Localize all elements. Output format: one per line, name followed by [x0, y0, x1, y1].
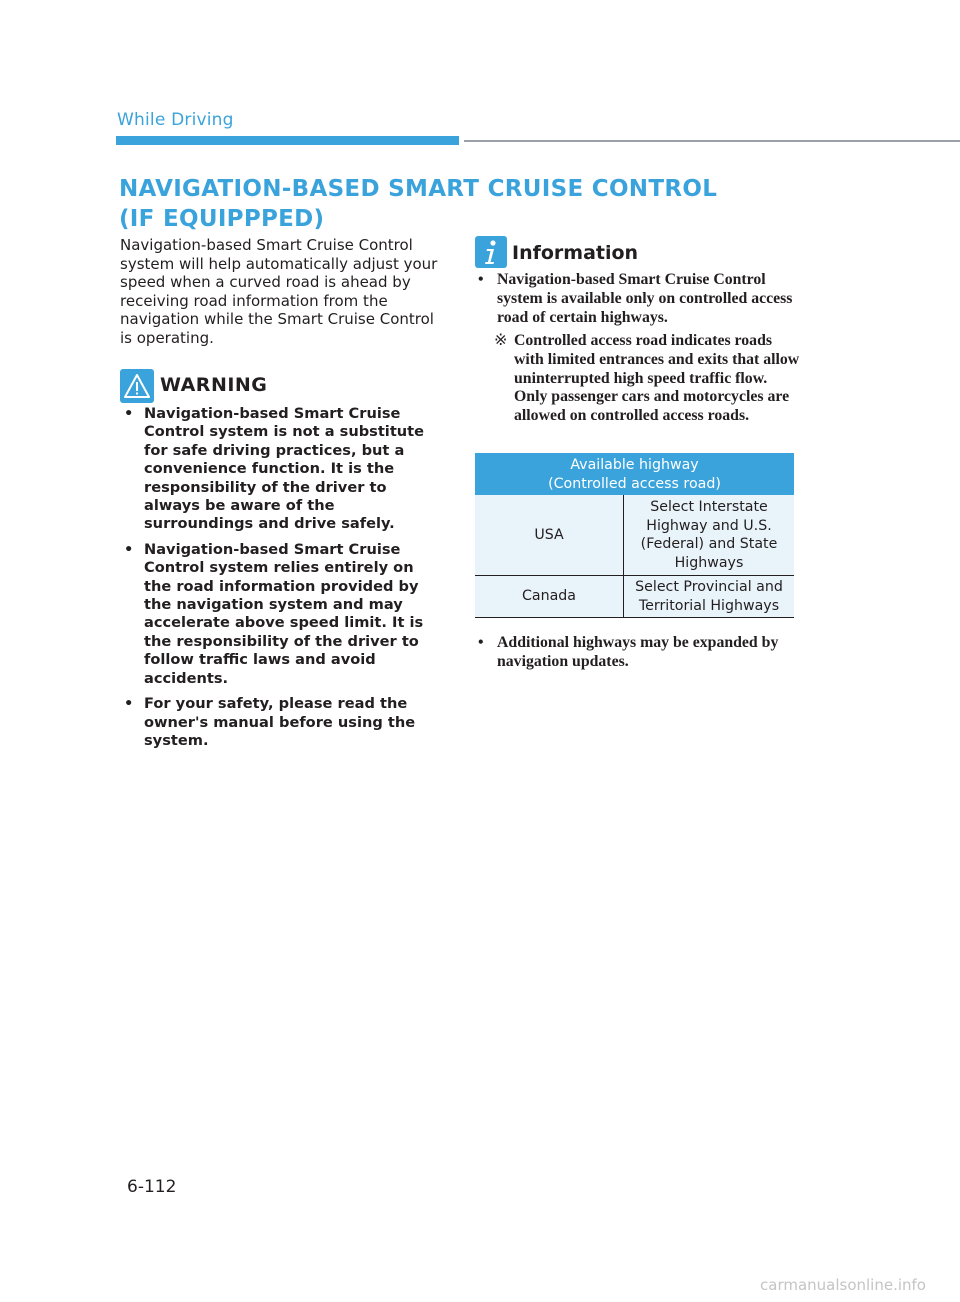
- information-title: Information: [512, 242, 639, 264]
- list-item: [475, 634, 800, 672]
- bullet: •: [478, 634, 484, 651]
- information-list-2: [475, 634, 800, 672]
- country-cell: USA: [475, 495, 624, 576]
- table-row: [475, 576, 794, 618]
- information-item-text: Additional highways may be expanded by navigation updates.: [497, 634, 779, 670]
- highways-cell: Select Interstate Highway and U.S. (Federal) and State Highways: [624, 495, 795, 576]
- warning-item-text: For your safety, please read the owner's manual before using the system.: [144, 695, 416, 749]
- page-title: [119, 174, 717, 234]
- bullet: •: [124, 540, 134, 558]
- header-rule: [464, 140, 960, 142]
- warning-item-text: Navigation-based Smart Cruise Control system is not a substitute for safe driving practices, but a convenience function. It is the responsibility of the driver to always be aware of the surroundings and drive safely.: [144, 405, 425, 533]
- page-number: 6-112: [127, 1177, 177, 1197]
- table-header-line2: (Controlled access road): [548, 475, 721, 492]
- list-item: [120, 405, 442, 534]
- warning-list: [120, 405, 442, 757]
- warning-header: [120, 369, 440, 403]
- warning-icon: [120, 369, 154, 403]
- bullet: •: [124, 695, 134, 713]
- watermark: carmanualsonline.info: [760, 1276, 926, 1294]
- bullet: •: [478, 271, 484, 288]
- information-list: [475, 271, 800, 327]
- country-cell: Canada: [475, 576, 624, 618]
- highways-cell: Select Provincial and Territorial Highways: [624, 576, 795, 618]
- warning-title: WARNING: [160, 374, 268, 396]
- information-item-text: Navigation-based Smart Cruise Control system is available only on controlled access road of certain highways.: [497, 271, 793, 326]
- list-item: [120, 695, 442, 750]
- header-rule-accent: [116, 136, 459, 145]
- warning-item-text: Navigation-based Smart Cruise Control system relies entirely on the road information provided by the navigation system and may accelerate above speed limit. It is the responsibility of the driver to follow traffic laws and avoid accidents.: [144, 540, 424, 687]
- information-header: [475, 236, 795, 270]
- table-row: [475, 495, 794, 576]
- table-header-line1: Available highway: [570, 457, 699, 473]
- bullet: •: [124, 405, 134, 422]
- information-note: [494, 332, 800, 426]
- list-item: [120, 541, 442, 688]
- page-title-line2: (IF EQUIPPPED): [119, 206, 325, 232]
- intro-paragraph: Navigation-based Smart Cruise Control system will help automatically adjust your speed when a curved road is ahead by receiving road information from the navigation while the Smart Cruise Control is operating.: [120, 236, 438, 347]
- highway-table: [475, 453, 794, 618]
- list-item: [475, 271, 800, 327]
- info-icon: [475, 236, 507, 268]
- table-header: [475, 453, 794, 495]
- note-text: Controlled access road indicates roads with limited entrances and exits that allow uninterrupted high speed traffic flow. Only passenger cars and motorcycles are allowed on controlled access roads.: [514, 332, 800, 425]
- page-title-line1: NAVIGATION-BASED SMART CRUISE CONTROL: [119, 176, 718, 202]
- section-label: While Driving: [117, 110, 234, 130]
- note-mark: ※: [494, 332, 508, 349]
